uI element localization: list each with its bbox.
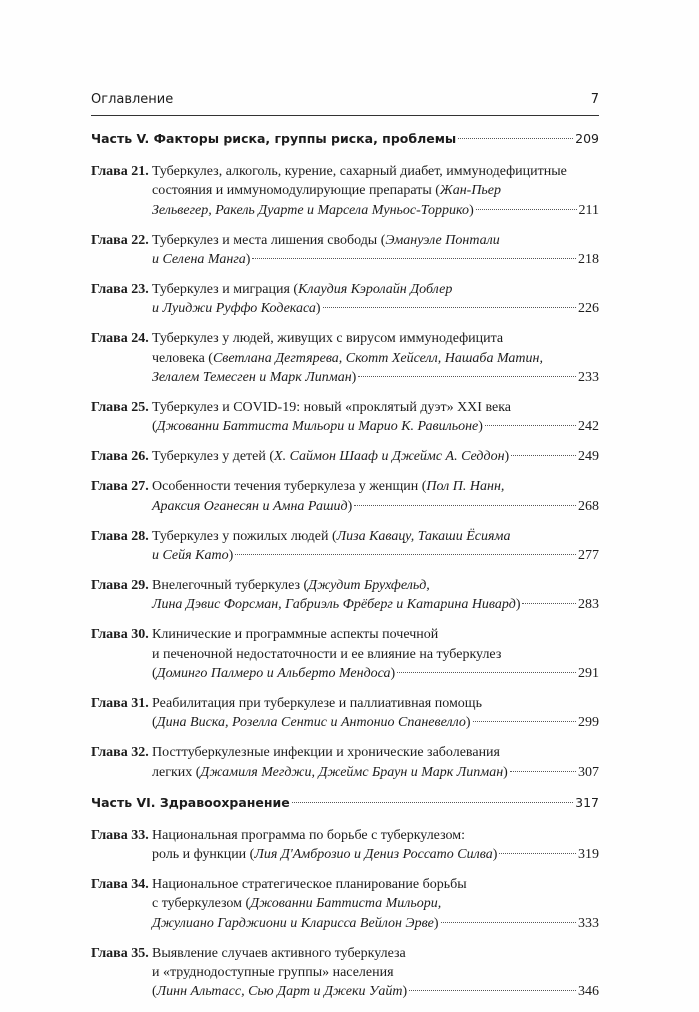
chapter-title-text: ) xyxy=(478,419,483,435)
dot-leader xyxy=(292,802,573,803)
chapter-title-text: и печеночной недостаточности и ее влияние на туберкулез xyxy=(152,646,502,662)
chapter-title-text: и «труднодоступные группы» населения xyxy=(152,965,394,980)
chapter-title-line xyxy=(152,546,599,565)
header-divider xyxy=(91,115,599,116)
chapter-page-number: 249 xyxy=(578,449,599,465)
chapter-authors: Джулиано Гарджиони и Кларисса Вейлон Эрве xyxy=(152,915,434,931)
chapter-page-number: 211 xyxy=(578,202,599,218)
chapter-title-line xyxy=(152,664,599,683)
chapter-label: Глава 32. xyxy=(91,745,149,761)
chapter-authors: Эмануэле Понтали xyxy=(385,232,500,248)
chapter-title-line xyxy=(152,645,599,664)
toc-part-entry[interactable] xyxy=(91,129,599,148)
chapter-title-line xyxy=(152,694,599,713)
chapter-title-line xyxy=(152,250,599,269)
toc-part-entry[interactable] xyxy=(91,793,599,812)
chapter-authors: Жан-Пьер xyxy=(439,183,502,199)
toc-chapter-entry[interactable] xyxy=(91,743,599,782)
chapter-authors: Джованни Баттиста Мильори, xyxy=(250,896,442,912)
toc-chapter-entry[interactable] xyxy=(91,826,599,865)
chapter-title-text: Национальная программа по борьбе с туберкулезом: xyxy=(152,827,465,843)
chapter-label: Глава 27. xyxy=(91,479,149,495)
toc-chapter-entry[interactable] xyxy=(91,447,599,466)
chapter-page-number: 291 xyxy=(578,666,599,682)
dot-leader xyxy=(511,455,576,456)
toc-chapter-entry[interactable] xyxy=(91,398,599,437)
dot-leader xyxy=(458,138,573,139)
chapter-title-text: Туберкулез у пожилых людей ( xyxy=(152,528,337,544)
chapter-authors: Зельвегер, Ракель Дуарте и Марсела Муньос-Торрико xyxy=(152,202,470,218)
chapter-title-text: Внелегочный туберкулез ( xyxy=(152,577,309,593)
chapter-page-number: 307 xyxy=(578,764,599,780)
chapter-authors: Араксия Оганесян и Амна Рашид xyxy=(152,498,348,514)
part-page-number: 317 xyxy=(575,794,599,810)
chapter-title-text: ( xyxy=(152,666,157,682)
chapter-title-text: ) xyxy=(402,984,408,1000)
chapter-authors: и Сейя Като xyxy=(152,548,229,563)
table-of-contents xyxy=(91,129,599,1012)
running-header-title: Оглавление xyxy=(91,92,174,107)
toc-chapter-entry[interactable] xyxy=(91,162,599,220)
chapter-page-number: 319 xyxy=(578,846,599,862)
toc-chapter-entry[interactable] xyxy=(91,694,599,733)
chapter-title-text: Посттуберкулезные инфекции и хронические заболевания xyxy=(152,745,500,761)
chapter-label: Глава 24. xyxy=(91,331,149,347)
chapter-title-line xyxy=(152,368,599,387)
chapter-title-text: ) xyxy=(433,915,439,931)
chapter-title-line xyxy=(152,398,599,417)
toc-chapter-entry[interactable] xyxy=(91,527,599,566)
chapter-title-text: с туберкулезом ( xyxy=(152,896,251,912)
chapter-title-text: человека ( xyxy=(152,350,213,366)
chapter-title-line xyxy=(152,875,599,894)
chapter-title-text: Туберкулез и миграция ( xyxy=(152,282,299,298)
chapter-title-text: легких ( xyxy=(152,764,201,780)
chapter-title-line xyxy=(152,162,599,181)
chapter-authors: Джамиля Мегджи, Джеймс Браун и Марк Липман xyxy=(200,764,504,780)
dot-leader xyxy=(235,554,576,555)
chapter-label: Глава 31. xyxy=(91,695,149,711)
chapter-title-line xyxy=(152,963,599,982)
chapter-authors: Дина Виска, Розелла Сентис и Антонио Спаневелло xyxy=(156,715,466,731)
chapter-title-text: Выявление случаев активного туберкулеза xyxy=(152,945,406,961)
chapter-title-text: ) xyxy=(347,498,353,514)
part-title: Часть V. Факторы риска, группы риска, проблемы xyxy=(91,131,457,146)
chapter-authors: Джованни Баттиста Мильори и Марио К. Равильоне xyxy=(156,419,479,435)
chapter-authors: Зелалем Темесген и Марк Липман xyxy=(152,370,352,386)
dot-leader xyxy=(485,425,576,426)
chapter-label: Глава 23. xyxy=(91,282,149,298)
chapter-title-text: Туберкулез, алкоголь, курение, сахарный диабет, иммунодефицитные xyxy=(152,164,567,179)
chapter-label: Глава 22. xyxy=(91,232,149,248)
chapter-page-number: 226 xyxy=(578,301,599,317)
dot-leader xyxy=(252,258,576,259)
dot-leader xyxy=(409,990,576,991)
chapter-authors: Клаудия Кэролайн Доблер xyxy=(298,282,453,298)
dot-leader xyxy=(473,721,576,722)
part-page-number: 209 xyxy=(575,131,599,146)
chapter-title-text: состояния и иммуномодулирующие препараты ( xyxy=(152,183,440,199)
chapter-authors: и Луиджи Руффо Кодекаса xyxy=(152,301,316,317)
chapter-page-number: 277 xyxy=(578,548,599,563)
toc-chapter-entry[interactable] xyxy=(91,576,599,615)
chapter-title-line xyxy=(152,743,599,762)
dot-leader xyxy=(441,922,576,923)
chapter-authors: Доминго Палмеро и Альберто Мендоса xyxy=(156,666,391,682)
chapter-label: Глава 29. xyxy=(91,577,149,593)
chapter-title-line xyxy=(152,299,599,318)
chapter-title-text: ( xyxy=(152,984,157,1000)
chapter-title-line xyxy=(152,181,599,200)
chapter-authors: Пол П. Нанн, xyxy=(426,479,505,495)
chapter-title-line xyxy=(152,349,599,368)
chapter-title-line xyxy=(152,417,599,436)
chapter-title-line xyxy=(152,329,599,348)
chapter-title-line xyxy=(152,576,599,595)
toc-chapter-entry[interactable] xyxy=(91,280,599,319)
dot-leader xyxy=(354,505,576,506)
chapter-label: Глава 28. xyxy=(91,528,149,544)
chapter-title-line xyxy=(152,231,599,250)
chapter-title-line xyxy=(152,982,599,1001)
chapter-page-number: 333 xyxy=(578,915,599,931)
dot-leader xyxy=(476,209,577,210)
chapter-title-text: Туберкулез у людей, живущих с вирусом иммунодефицита xyxy=(152,331,504,347)
chapter-authors: Лиза Кавацу, Такаши Ёсияма xyxy=(336,528,511,544)
chapter-title-line xyxy=(152,944,599,963)
chapter-title-text: Клинические и программные аспекты почечной xyxy=(152,627,439,643)
dot-leader xyxy=(323,307,576,308)
toc-chapter-entry[interactable] xyxy=(91,944,599,1002)
chapter-page-number: 283 xyxy=(578,597,599,613)
chapter-authors: Лина Дэвис Форсман, Габриэль Фрёберг и Катарина Нивард xyxy=(152,597,516,613)
chapter-page-number: 346 xyxy=(578,984,599,1000)
chapter-title-text: Реабилитация при туберкулезе и паллиативная помощь xyxy=(152,695,482,711)
chapter-title-text: Туберкулез и места лишения свободы ( xyxy=(152,232,386,248)
chapter-title-text: Национальное стратегическое планирование борьбы xyxy=(152,876,467,892)
chapter-authors: Светлана Дегтярева, Скотт Хейселл, Нашаба Матин, xyxy=(212,350,543,366)
chapter-title-text: ) xyxy=(351,370,357,386)
chapter-authors: Линн Альтасс, Сью Дарт и Джеки Уайт xyxy=(156,984,403,1000)
chapter-page-number: 268 xyxy=(578,498,599,514)
chapter-label: Глава 30. xyxy=(91,627,149,643)
chapter-title-text: ) xyxy=(390,666,396,682)
chapter-title-line xyxy=(152,763,599,782)
chapter-title-line xyxy=(152,894,599,913)
toc-chapter-entry[interactable] xyxy=(91,231,599,270)
chapter-title-line xyxy=(152,625,599,644)
chapter-title-line xyxy=(152,914,599,933)
chapter-label: Глава 21. xyxy=(91,164,149,179)
chapter-title-line xyxy=(152,201,599,220)
toc-chapter-entry[interactable] xyxy=(91,329,599,387)
toc-chapter-entry[interactable] xyxy=(91,875,599,933)
chapter-title-text: ( xyxy=(152,715,157,731)
chapter-label: Глава 25. xyxy=(91,400,149,416)
chapter-title-text: ( xyxy=(152,419,157,435)
page-number: 7 xyxy=(590,92,599,107)
chapter-title-line xyxy=(152,527,599,546)
running-header xyxy=(91,92,599,112)
toc-chapter-entry[interactable] xyxy=(91,477,599,516)
chapter-title-line xyxy=(152,595,599,614)
chapter-title-text: ) xyxy=(465,715,471,731)
chapter-page-number: 233 xyxy=(578,370,599,386)
chapter-title-text: ) xyxy=(503,764,508,780)
chapter-page-number: 299 xyxy=(578,715,599,731)
dot-leader xyxy=(397,672,576,673)
chapter-authors: Лия Д'Амброзио и Дениз Россато Силва xyxy=(254,846,493,862)
chapter-title-text: Туберкулез и COVID-19: новый «проклятый дуэт» XXI века xyxy=(152,400,512,416)
dot-leader xyxy=(358,376,576,377)
chapter-label: Глава 26. xyxy=(91,449,149,465)
dot-leader xyxy=(499,853,576,854)
chapter-authors: Х. Саймон Шааф и Джеймс А. Седдон xyxy=(274,449,505,465)
chapter-title-line xyxy=(152,497,599,516)
chapter-page-number: 218 xyxy=(578,252,599,268)
chapter-title-line xyxy=(152,447,599,466)
chapter-title-text: ) xyxy=(469,202,474,218)
chapter-label: Глава 33. xyxy=(91,827,149,843)
chapter-title-text: ) xyxy=(504,449,510,465)
chapter-title-line xyxy=(152,713,599,732)
chapter-title-line xyxy=(152,845,599,864)
chapter-label: Глава 34. xyxy=(91,876,149,892)
chapter-title-text: ) xyxy=(315,301,321,317)
chapter-title-text: ) xyxy=(245,252,251,268)
chapter-authors: и Селена Манга xyxy=(152,252,246,268)
chapter-title-text: ) xyxy=(228,548,234,563)
chapter-label: Глава 35. xyxy=(91,945,149,961)
dot-leader xyxy=(522,603,576,604)
chapter-authors: Джудит Брухфельд, xyxy=(308,577,430,593)
chapter-page-number: 242 xyxy=(578,419,599,435)
chapter-title-line xyxy=(152,477,599,496)
chapter-title-line xyxy=(152,826,599,845)
chapter-title-text: Особенности течения туберкулеза у женщин ( xyxy=(152,479,427,495)
toc-chapter-entry[interactable] xyxy=(91,625,599,683)
dot-leader xyxy=(510,771,576,772)
chapter-title-line xyxy=(152,280,599,299)
part-title: Часть VI. Здравоохранение xyxy=(91,794,290,810)
chapter-title-text: роль и функции ( xyxy=(152,846,255,862)
chapter-title-text: Туберкулез у детей ( xyxy=(152,449,275,465)
chapter-title-text: ) xyxy=(492,846,498,862)
chapter-title-text: ) xyxy=(515,597,521,613)
